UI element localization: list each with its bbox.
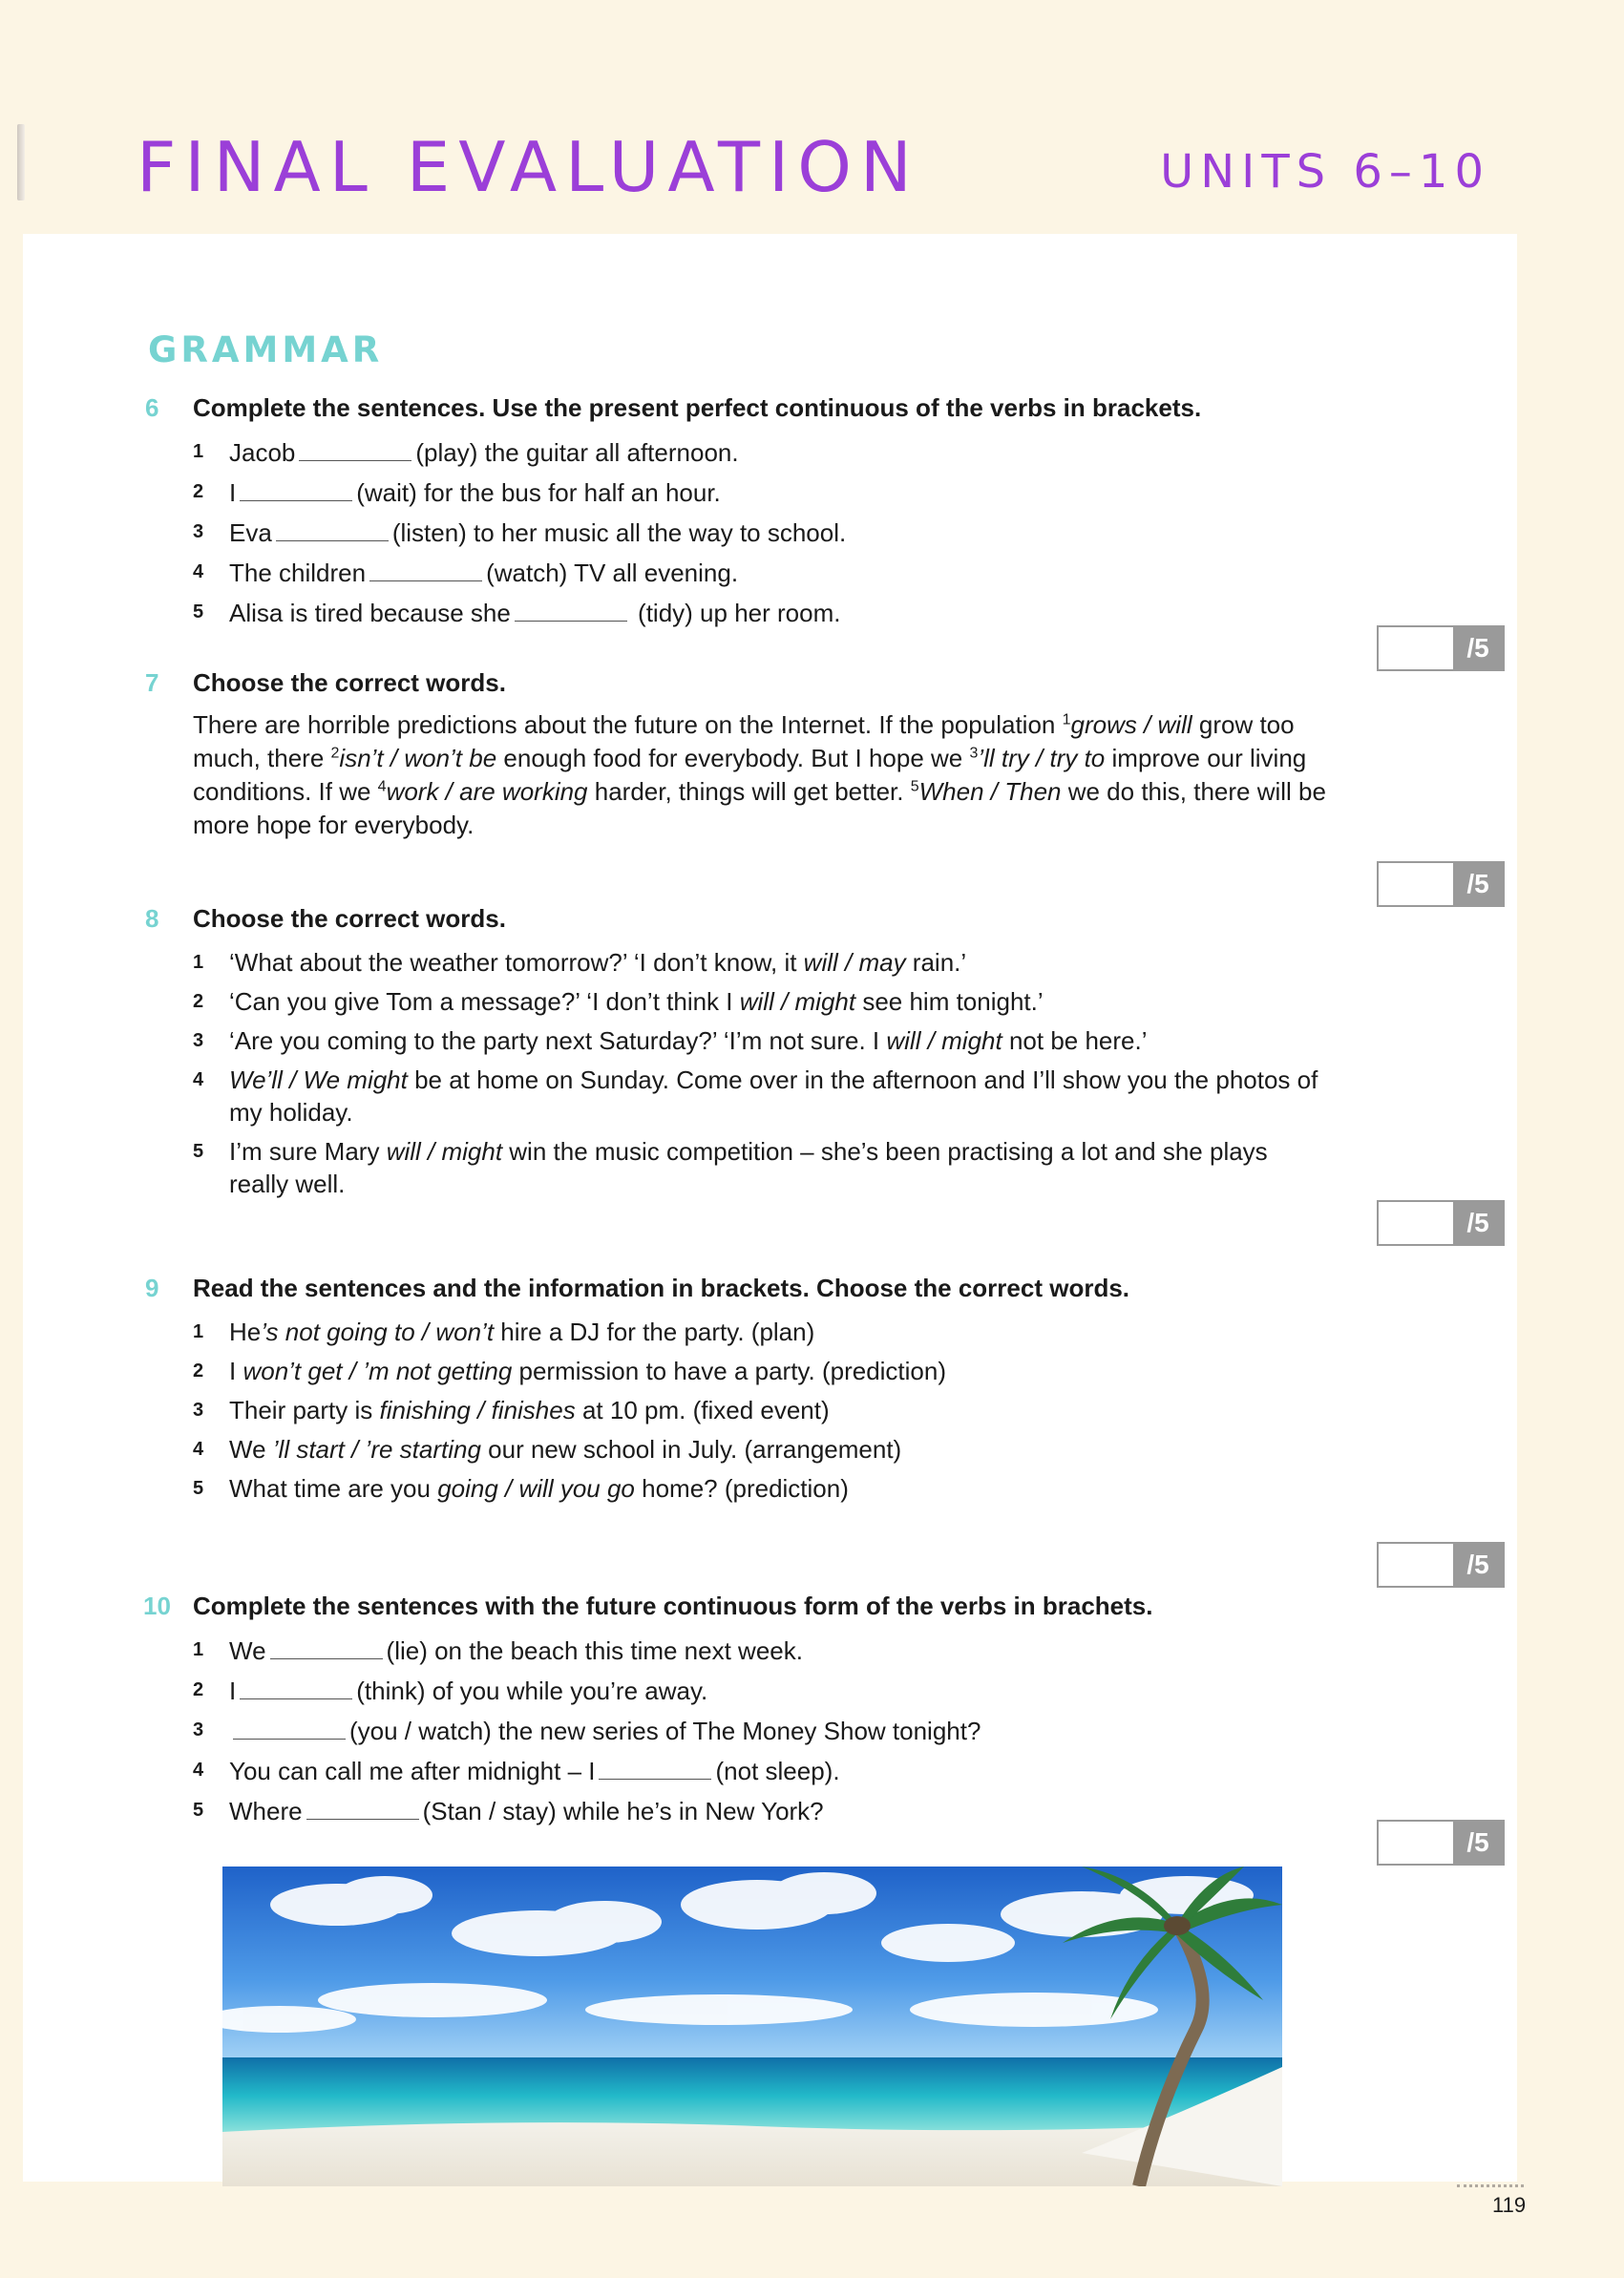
item-text: ‘Are you coming to the party next Saturday?’ ‘I’m not sure. I [229, 1026, 887, 1055]
score-total: /5 [1453, 627, 1503, 669]
item-text: win the music competition – she’s been practising a lot and she plays really well. [229, 1137, 1268, 1198]
list-item [193, 1714, 1329, 1747]
list-item [193, 516, 1329, 549]
exercise-instruction [145, 391, 1329, 424]
item-text: (not sleep). [715, 1757, 840, 1785]
item-text: rain.’ [905, 948, 967, 977]
item-text: (play) the guitar all afternoon. [415, 438, 739, 467]
word-choice[interactable]: ’s not going to / won’t [261, 1318, 495, 1346]
item-text: I [229, 478, 237, 507]
item-text: our new school in July. (arrangement) [480, 1435, 902, 1464]
list-item [193, 1355, 1329, 1387]
score-total: /5 [1453, 863, 1503, 905]
gap-number: 1 [1062, 711, 1071, 728]
word-choice[interactable]: We’ll / We might [229, 1065, 408, 1094]
score-total: /5 [1453, 1822, 1503, 1864]
item-text: We [229, 1636, 266, 1665]
exercise-paragraph [193, 708, 1329, 842]
item-text: permission to have a party. (prediction) [512, 1357, 947, 1385]
footer-divider [1457, 2184, 1524, 2187]
item-text: I’m sure Mary [229, 1137, 387, 1166]
paragraph-text: we do this, there will be more hope for everybody. [193, 777, 1326, 839]
word-choice[interactable]: going / will you go [437, 1474, 635, 1503]
word-choice[interactable]: will / might [386, 1137, 503, 1166]
item-text: You can call me after midnight – I [229, 1757, 596, 1785]
paragraph-text: harder, things will get better. [587, 777, 911, 806]
item-number: 2 [193, 1679, 204, 1700]
footer-band [0, 2186, 1624, 2278]
exercise-number: 10 [143, 1592, 171, 1620]
item-number: 3 [193, 1400, 204, 1421]
exercise-number: 7 [145, 668, 159, 697]
instruction-text: Read the sentences and the information in brackets. Choose the correct words. [193, 1274, 1130, 1302]
item-number: 4 [193, 1760, 204, 1781]
item-text: (Stan / stay) while he’s in New York? [422, 1797, 824, 1825]
item-number: 1 [193, 952, 204, 973]
score-box[interactable] [1377, 1820, 1505, 1866]
item-number: 1 [193, 441, 204, 462]
score-box[interactable] [1377, 861, 1505, 907]
item-list [193, 946, 1329, 1200]
item-text: I [229, 1357, 243, 1385]
exercise-8 [145, 902, 1329, 1207]
item-list [193, 1634, 1329, 1827]
paragraph-text: grow too much, there [193, 710, 1295, 772]
list-item [193, 1754, 1329, 1787]
exercise-instruction [145, 666, 1329, 699]
item-text: Alisa is tired because she [229, 599, 511, 627]
item-text: Their party is [229, 1396, 380, 1424]
item-text: The children [229, 559, 367, 587]
answer-blank[interactable] [306, 1794, 419, 1820]
answer-blank[interactable] [233, 1714, 346, 1740]
page-title: FINAL EVALUATION [137, 127, 920, 207]
gap-number: 2 [330, 745, 340, 762]
item-number: 3 [193, 1719, 204, 1740]
instruction-text: Complete the sentences. Use the present perfect continuous of the verbs in brackets. [193, 393, 1202, 422]
answer-blank[interactable] [240, 475, 352, 501]
item-text: Where [229, 1797, 303, 1825]
instruction-text: Choose the correct words. [193, 904, 506, 933]
item-text: not be here.’ [1002, 1026, 1148, 1055]
list-item [193, 435, 1329, 469]
word-choice[interactable]: will / may [803, 948, 906, 977]
item-text: home? (prediction) [634, 1474, 849, 1503]
paragraph-text: improve our living conditions. If we [193, 744, 1307, 806]
item-text: ‘Can you give Tom a message?’ ‘I don’t think I [229, 987, 740, 1016]
exercise-number: 9 [145, 1274, 159, 1302]
item-text: (think) of you while you’re away. [356, 1677, 708, 1705]
item-text: (watch) TV all evening. [486, 559, 739, 587]
word-choice[interactable]: work / are working [386, 777, 588, 806]
page-margin-right [1517, 0, 1624, 2278]
word-choice[interactable]: will / might [886, 1026, 1002, 1055]
item-text: I [229, 1677, 237, 1705]
item-list [193, 435, 1329, 629]
item-number: 5 [193, 1478, 204, 1499]
item-text: see him tonight.’ [855, 987, 1044, 1016]
answer-blank[interactable] [276, 516, 389, 541]
item-text: He [229, 1318, 262, 1346]
list-item [193, 1433, 1329, 1466]
page-number: 119 [1492, 2193, 1527, 2217]
answer-blank[interactable] [240, 1674, 352, 1699]
answer-blank[interactable] [515, 596, 627, 622]
item-number: 3 [193, 521, 204, 542]
list-item [193, 1064, 1329, 1128]
item-number: 5 [193, 1800, 204, 1821]
word-choice[interactable]: isn’t / won’t be [339, 744, 497, 772]
word-choice[interactable]: grows / will [1070, 710, 1192, 739]
exercise-instruction [145, 1590, 1329, 1622]
page-margin-left [0, 0, 23, 2278]
item-number: 2 [193, 991, 204, 1012]
exercise-instruction [145, 902, 1329, 935]
exercise-9 [145, 1272, 1329, 1511]
exercise-6 [145, 391, 1329, 636]
list-item [193, 1794, 1329, 1827]
units-label: UNITS 6–10 [1160, 145, 1490, 199]
item-number: 3 [193, 1030, 204, 1051]
item-number: 1 [193, 1321, 204, 1342]
paragraph-text: There are horrible predictions about the future on the Internet. If the population [193, 710, 1063, 739]
palm-beach-image [222, 1867, 1282, 2186]
item-text: (listen) to her music all the way to school. [391, 518, 847, 547]
exercise-instruction [145, 1272, 1329, 1304]
exercise-10 [145, 1590, 1329, 1834]
answer-blank[interactable] [299, 435, 411, 461]
item-number: 4 [193, 561, 204, 582]
answer-blank[interactable] [270, 1634, 383, 1659]
list-item [193, 475, 1329, 509]
list-item [193, 596, 1329, 629]
list-item [193, 1634, 1329, 1667]
item-text: Jacob [229, 438, 296, 467]
item-text: What time are you [229, 1474, 438, 1503]
item-text: ‘What about the weather tomorrow?’ ‘I don’t know, it [229, 948, 804, 977]
score-total: /5 [1453, 1202, 1503, 1244]
score-box[interactable] [1377, 625, 1505, 671]
item-text: Eva [229, 518, 272, 547]
item-text: at 10 pm. (fixed event) [575, 1396, 830, 1424]
answer-blank[interactable] [369, 556, 482, 581]
section-heading: GRAMMAR [148, 329, 384, 370]
word-choice[interactable]: ’ll try / try to [978, 744, 1106, 772]
item-number: 5 [193, 601, 204, 622]
list-item [193, 1472, 1329, 1505]
page-tab [17, 124, 25, 200]
item-text: hire a DJ for the party. (plan) [494, 1318, 815, 1346]
item-number: 5 [193, 1141, 204, 1162]
item-text: We [229, 1435, 273, 1464]
item-number: 1 [193, 1639, 204, 1660]
gap-number: 4 [377, 778, 387, 795]
answer-blank[interactable] [599, 1754, 711, 1780]
list-item [193, 1674, 1329, 1707]
word-choice[interactable]: When / Then [918, 777, 1062, 806]
list-item [193, 1024, 1329, 1057]
word-choice[interactable]: won’t get / ’m not getting [243, 1357, 513, 1385]
score-box[interactable] [1377, 1200, 1505, 1246]
exercise-7 [145, 666, 1329, 842]
gap-number: 3 [969, 745, 979, 762]
list-item [193, 556, 1329, 589]
item-number: 2 [193, 481, 204, 502]
item-number: 4 [193, 1439, 204, 1460]
item-text: (tidy) up her room. [630, 599, 841, 627]
item-text: (wait) for the bus for half an hour. [356, 478, 721, 507]
list-item [193, 1316, 1329, 1348]
instruction-text: Complete the sentences with the future continuous form of the verbs in brachets. [193, 1592, 1153, 1620]
gap-number: 5 [910, 778, 919, 795]
item-text: (lie) on the beach this time next week. [386, 1636, 803, 1665]
list-item [193, 1135, 1329, 1200]
word-choice[interactable]: will / might [739, 987, 856, 1016]
beach-photo [222, 1867, 1282, 2186]
item-list [193, 1316, 1329, 1505]
exercise-number: 6 [145, 393, 159, 422]
list-item [193, 985, 1329, 1018]
score-box[interactable] [1377, 1542, 1505, 1588]
item-number: 2 [193, 1360, 204, 1382]
list-item [193, 946, 1329, 979]
word-choice[interactable]: finishing / finishes [379, 1396, 576, 1424]
paragraph-text: enough food for everybody. But I hope we [496, 744, 970, 772]
word-choice[interactable]: ’ll start / ’re starting [272, 1435, 481, 1464]
item-text: (you / watch) the new series of The Money Show tonight? [349, 1717, 981, 1745]
score-total: /5 [1453, 1544, 1503, 1586]
item-text: be at home on Sunday. Come over in the afternoon and I’ll show you the photos of my holiday. [229, 1065, 1318, 1127]
item-number: 4 [193, 1069, 204, 1090]
list-item [193, 1394, 1329, 1426]
exercise-number: 8 [145, 904, 159, 933]
instruction-text: Choose the correct words. [193, 668, 506, 697]
